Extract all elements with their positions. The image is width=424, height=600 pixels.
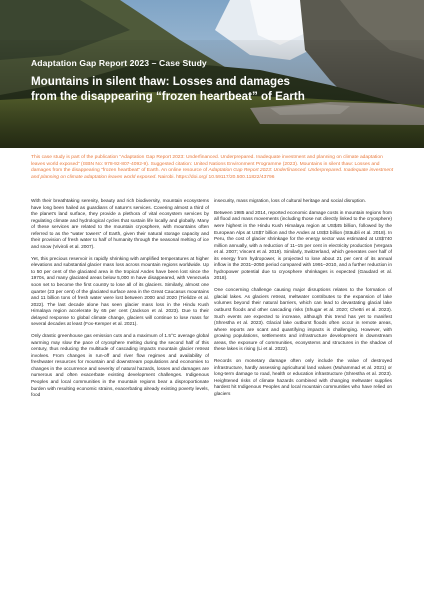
- citation-text-1: This case study is part of the publication “Adaptation Gap Report 2023: Underfinanced. Underprepared. Inadequate investment and planning on climate adaptation leaves world exposed” (ISBN No: 978-92-807-4092-9). Suggested citation: United Nations Environment Programme (2023). Mountains in silent thaw: Losses and damages from the disappearing “frozen heartbeat” of Earth. An online resource of: [31, 155, 383, 173]
- body-column-right: [214, 199, 392, 404]
- hero-mountain-photo: [0, 0, 424, 148]
- body-paragraph: Yet, this precious reservoir is rapidly shrinking with amplified temperatures at higher elevations and substantial glacier mass loss across mountain regions worldwide. Up to 50 per cent of the glaciated area in the tropical Andes have been lost since the 1970s, and many glaciated areas below 5,000 m have disappeared, with Venezuela soon set to become the first country to lose all of its glaciers. Similarly, almost one quarter (23 per cent) of the glaciated surface area in the Great Caucasus mountains and 11 billion tons of fresh water were lost between 2000 and 2020 (Tielidze et al. 2022). The last decade alone has seen glacier mass loss in the Hindu Kush Himalaya region accelerate by 65 per cent (Jackson et al. 2023). Due to their delayed response to global climate change, glaciers will continue to lose mass for several decades at least (Fox-Kemper et al. 2021).: [31, 256, 209, 328]
- body-paragraph: Only drastic greenhouse gas emission cuts and a maximum of 1.5°C average global warming may slow the pace of cryosphere melting during the second half of this century, thus reducing the multitude of cascading impacts mountain glacier retreat involves. From changes in run-off and river flow regimes and availability of freshwater resources for mountain and downstream populations and economies to changes in the occurrence and severity of natural hazards, losses and damages are numerous and often exacerbate existing development challenges. Indigenous Peoples and local communities in the mountain regions bear a disproportionate burden with resulting economic strains, exacerbating already existing poverty levels, food: [31, 334, 209, 399]
- hero-heading: [31, 58, 411, 104]
- body-paragraph: insecurity, mass migration, loss of cultural heritage and social disruption.: [214, 199, 366, 204]
- citation-text-2: . Nairobi. https://doi.org/ 10.59117/20.500.11822/43796: [155, 174, 275, 180]
- body-column-left: [31, 199, 209, 405]
- body-paragraph: With their breathtaking serenity, beauty and rich biodiversity, mountain ecosystems have long been hailed as guardians of nature’s services. Covering almost a third of the planet’s land surface, they provide a plethora of vital ecosystem services by regulating climate and hydrological cycles that sustain life locally and globally. Many of these services are related to the mountain cryosphere, with mountains often referred to as the “water towers” of Earth, given their natural storage capacity and their provision of fresh water to half of humanity through the seasonal melting of ice and snow (Viviroli et al. 2007).: [31, 199, 209, 250]
- title-line-2: from the disappearing “frozen heartbeat” of Earth: [31, 90, 305, 103]
- citation-note: [31, 155, 395, 181]
- body-paragraph: Records on monetary damage often only include the value of destroyed infrastructure, hardly assessing agricultural land values (Muhammad et al. 2021) or long-term damage to road, health or education infrastructure (Shrestha et al. 2023). Heightened risks of climate hazards combined with changing meltwater supplies hardest hit Indigenous Peoples and local mountain communities who have relied on glaciers: [214, 359, 392, 397]
- page-title: [31, 74, 411, 104]
- body-paragraph: One concerning challenge causing major disruptions relates to the formation of glacial lakes. As glaciers retreat, meltwater contributes to the expansion of lake volumes beyond their natural barriers, which can lead to devastating glacial lake outburst floods and other cascading risks (Shugar et al. 2020; Chettri et al. 2023). Such events are expected to increase, although this trend has yet to manifest (Shrestha et al. 2023). Glacial lake outburst floods often occur in remote areas, where reports are scant and quantifying impacts is challenging. However, with growing populations, settlements and infrastructure development in downstream areas, the exposure of communities, ecosystems and structures in the shadow of these lakes is rising (Li et al. 2022).: [214, 288, 392, 353]
- body-paragraph: Between 1985 and 2014, reported economic damage costs in mountain regions from all flood and mass movements (including those not directly linked to the cryosphere) were highest in the Hindu Kush Himalaya region at US$45 billion, followed by the European Alps at US$7 billion and the Andes at US$3 billion (Stäubli et al. 2018). In Peru, the cost of glacier shrinkage for the energy sector was estimated at US$740 million annually, with a reduction of 11–15 per cent in electricity production (Vergara et al. 2007; Vincent et al. 2019). Similarly, Switzerland, which generates over half of its energy from hydropower, is projected to lose about 21 per cent of its annual inflow in the 2031–2050 period compared with 1991–2010, and a further reduction in hydropower potential due to cryosphere shrinkages is expected (Gaudard et al. 2018).: [214, 210, 392, 282]
- title-line-1: Mountains in silent thaw: Losses and damages: [31, 75, 290, 88]
- report-kicker: Adaptation Gap Report 2023 – Case Study: [31, 58, 207, 68]
- citation-text-italic: Adaptation Gap Report 2023: Underfinanced. Underprepared. Inadequate investment and planning on climate adaptation leaves world exposed: [31, 168, 394, 180]
